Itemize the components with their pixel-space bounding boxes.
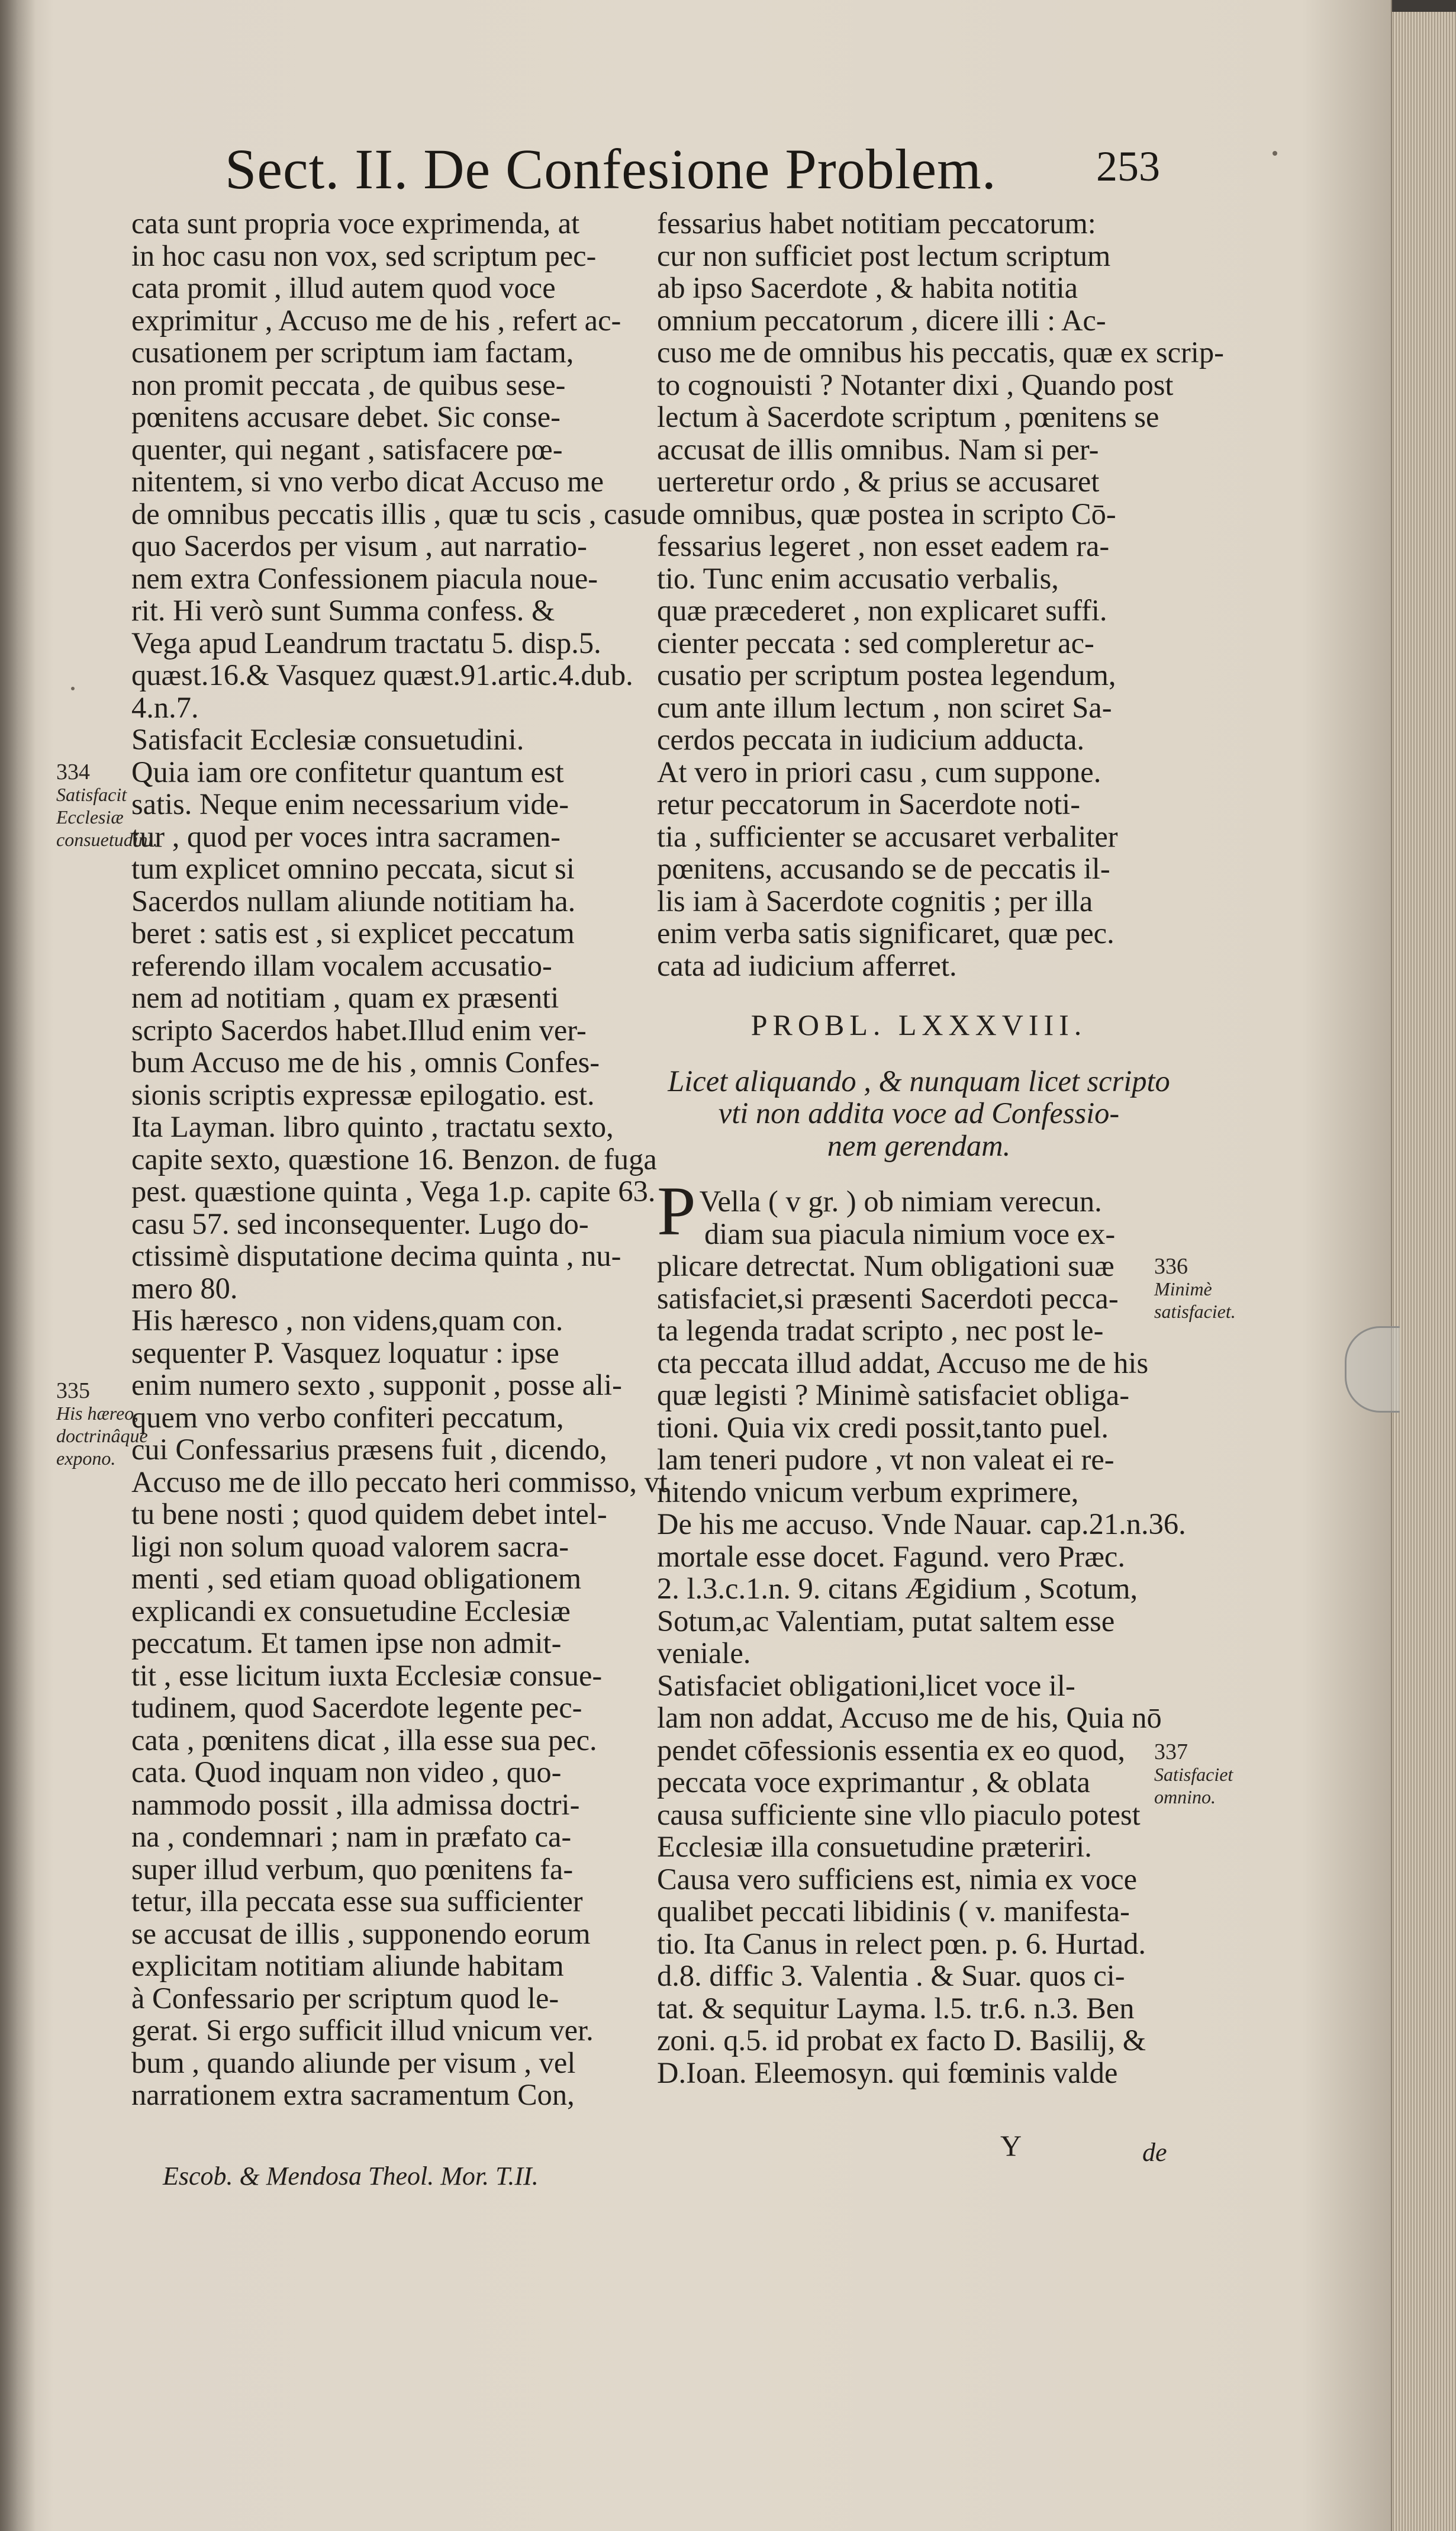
text-line: Causa vero sufficiens est, nimia ex voce bbox=[657, 1862, 1138, 1896]
text-line: retur peccatorum in Sacerdote noti- bbox=[657, 787, 1081, 821]
marginal-text: Satisfacit Ecclesiæ consuetudini. bbox=[56, 784, 158, 850]
text-line: quæ legisti ? Minimè satisfaciet obliga- bbox=[657, 1378, 1130, 1411]
text-line: pest. quæstione quinta , Vega 1.p. capite 63. bbox=[131, 1175, 656, 1208]
problem-heading: PROBL. LXXXVIII. bbox=[750, 1008, 1087, 1041]
marginal-number: 335 bbox=[56, 1378, 90, 1403]
text-line: De his me accuso. Vnde Nauar. cap.21.n.36. bbox=[657, 1507, 1186, 1541]
text-line: Sotum,ac Valentiam, putat saltem esse bbox=[657, 1604, 1115, 1638]
text-line: se accusat de illis , supponendo eorum bbox=[131, 1916, 591, 1950]
catchword: de bbox=[1142, 2138, 1167, 2167]
text-line: His hæresco , non videns,quam con. bbox=[131, 1304, 563, 1337]
text-line: enim verba satis significaret, quæ pec. bbox=[657, 916, 1114, 950]
right-column-upper-text bbox=[657, 207, 1224, 982]
text-line: qualibet peccati libidinis ( v. manifesta- bbox=[657, 1895, 1130, 1928]
text-line: accusat de illis omnibus. Nam si per- bbox=[657, 432, 1099, 466]
paper-speck bbox=[71, 687, 75, 690]
text-line: peccata voce exprimantur , & oblata bbox=[657, 1765, 1090, 1799]
text-line: D.Ioan. Eleemosyn. qui fœminis valde bbox=[657, 2056, 1118, 2089]
text-line: Ecclesiæ illa consuetudine præteriri. bbox=[657, 1830, 1092, 1863]
right-column-lower-text bbox=[657, 1172, 1186, 2089]
left-text-column bbox=[131, 207, 668, 2111]
text-line: referendo illam vocalem accusatio- bbox=[131, 948, 552, 982]
text-line: Ita Layman. libro quinto , tractatu sexto, bbox=[131, 1110, 614, 1143]
text-line: cum ante illum lectum , non sciret Sa- bbox=[657, 690, 1112, 724]
paper-speck bbox=[1273, 151, 1277, 156]
text-line: fessarius habet notitiam peccatorum: bbox=[657, 207, 1096, 240]
marginal-number: 337 bbox=[1154, 1739, 1188, 1764]
text-line: non promit peccata , de quibus sese- bbox=[131, 368, 566, 401]
text-line: tetur, illa peccata esse sua sufficienter bbox=[131, 1884, 583, 1918]
text-line: sequenter P. Vasquez loquatur : ipse bbox=[131, 1336, 559, 1369]
text-line: tat. & sequitur Layma. l.5. tr.6. n.3. Ben bbox=[657, 1991, 1135, 2025]
text-line: quo Sacerdos per visum , aut narratio- bbox=[131, 529, 587, 562]
text-line: cui Confessarius præsens fuit , dicendo, bbox=[131, 1433, 607, 1466]
text-line: veniale. bbox=[657, 1636, 751, 1670]
text-line: pœnitens accusare debet. Sic conse- bbox=[131, 400, 561, 433]
text-line: to cognouisti ? Notanter dixi , Quando post bbox=[657, 368, 1174, 401]
text-line: ligi non solum quoad valorem sacra- bbox=[131, 1529, 569, 1563]
text-line: tum explicet omnino peccata, sicut si bbox=[131, 852, 575, 885]
text-line: cusationem per scriptum iam factam, bbox=[131, 336, 574, 369]
marginal-text: Minimè satisfaciet. bbox=[1154, 1278, 1236, 1322]
text-line: narrationem extra sacramentum Con, bbox=[131, 2078, 575, 2111]
text-line: quenter, qui negant , satisfacere pœ- bbox=[131, 432, 563, 466]
text-line: plicare detrectat. Num obligationi suæ bbox=[657, 1249, 1114, 1282]
running-head-title: Sect. II. De Confesione Problem. bbox=[225, 137, 997, 201]
page-clip bbox=[1345, 1326, 1400, 1413]
text-line: na , condemnari ; nam in præfato ca- bbox=[131, 1820, 572, 1853]
marginal-text: His hæreo, doctrinâque expono. bbox=[56, 1403, 148, 1469]
running-head bbox=[225, 118, 1160, 201]
text-line: de omnibus, quæ postea in scripto Cō- bbox=[657, 497, 1116, 530]
text-line: gerat. Si ergo sufficit illud vnicum ver. bbox=[131, 2014, 594, 2047]
text-line: cata ad iudicium afferret. bbox=[657, 948, 957, 982]
text-line: tioni. Quia vix credi possit,tanto puel. bbox=[657, 1410, 1109, 1444]
marginal-note-334 bbox=[56, 760, 158, 851]
text-line: nitendo vnicum verbum exprimere, bbox=[657, 1475, 1079, 1509]
text-line: quæ præcederet , non explicaret suffi. bbox=[657, 594, 1107, 627]
text-line: bum Accuso me de his , omnis Confes- bbox=[131, 1046, 600, 1079]
text-line: exprimitur , Accuso me de his , refert ac- bbox=[131, 303, 621, 337]
text-line: nitentem, si vno verbo dicat Accuso me bbox=[131, 465, 604, 498]
text-line: explicitam notitiam aliunde habitam bbox=[131, 1949, 564, 1982]
text-line: tit , esse licitum iuxta Ecclesiæ consue- bbox=[131, 1658, 603, 1692]
text-line: d.8. diffic 3. Valentia . & Suar. quos ci- bbox=[657, 1959, 1125, 1992]
text-line: pœnitens, accusando se de peccatis il- bbox=[657, 852, 1110, 885]
text-line: lam non addat, Accuso me de his, Quia nō bbox=[657, 1701, 1162, 1734]
text-line: mortale esse docet. Fagund. vero Præc. bbox=[657, 1539, 1125, 1573]
text-line: pendet cōfessionis essentia ex eo quod, bbox=[657, 1733, 1125, 1767]
text-line: ctissimè disputatione decima quinta , nu- bbox=[131, 1239, 621, 1272]
signature-mark: Y bbox=[1000, 2129, 1022, 2162]
text-line: tio. Tunc enim accusatio verbalis, bbox=[657, 561, 1059, 595]
text-line: Sacerdos nullam aliunde notitiam ha. bbox=[131, 884, 576, 918]
marginal-note-336 bbox=[1154, 1255, 1237, 1323]
page-number: 253 bbox=[1096, 143, 1160, 190]
text-line: lectum à Sacerdote scriptum , pœnitens se bbox=[657, 400, 1159, 433]
text-line: sionis scriptis expressæ epilogatio. est. bbox=[131, 1078, 595, 1111]
gutter-shadow bbox=[0, 0, 36, 2531]
text-line: zoni. q.5. id probat ex facto D. Basilij, & bbox=[657, 2024, 1146, 2057]
text-line: casu 57. sed inconsequenter. Lugo do- bbox=[131, 1207, 589, 1240]
text-line: explicandi ex consuetudine Ecclesiæ bbox=[131, 1594, 571, 1628]
marginal-text: Satisfaciet omnino. bbox=[1154, 1764, 1233, 1808]
text-line: scripto Sacerdos habet.Illud enim ver- bbox=[131, 1013, 587, 1047]
imprint-line: Escob. & Mendosa Theol. Mor. T.II. bbox=[163, 2162, 539, 2191]
text-line-content: Vella ( v gr. ) ob nimiam verecun. bbox=[699, 1185, 1102, 1218]
text-line: quæst.16.& Vasquez quæst.91.artic.4.dub. bbox=[131, 658, 633, 692]
text-line: quem vno verbo confiteri peccatum, bbox=[131, 1400, 564, 1434]
text-line: rit. Hi verò sunt Summa confess. & bbox=[131, 594, 555, 627]
text-line: peccatum. Et tamen ipse non admit- bbox=[131, 1626, 562, 1660]
text-line: tio. Ita Canus in relect pœn. p. 6. Hurtad. bbox=[657, 1927, 1146, 1960]
drop-capital: P bbox=[657, 1172, 696, 1250]
text-line: tur , quod per voces intra sacramen- bbox=[131, 819, 561, 853]
text-line: vti non addita voce ad Confessio- bbox=[718, 1096, 1120, 1130]
text-line: cusatio per scriptum postea legendum, bbox=[657, 658, 1116, 692]
text-line: 2. l.3.c.1.n. 9. citans Ægidium , Scotum, bbox=[657, 1572, 1138, 1605]
text-line: tia , sufficienter se accusaret verbaliter bbox=[657, 819, 1118, 853]
text-line: à Confessario per scriptum quod le- bbox=[131, 1981, 559, 2015]
text-line: diam sua piacula nimium voce ex- bbox=[704, 1217, 1116, 1250]
text-line: nammodo possit , illa admissa doctri- bbox=[131, 1787, 580, 1821]
text-line: cata , pœnitens dicat , illa esse sua pec. bbox=[131, 1723, 597, 1757]
text-line: Vega apud Leandrum tractatu 5. disp.5. bbox=[131, 626, 601, 660]
text-line: tudinem, quod Sacerdote legente pec- bbox=[131, 1691, 582, 1724]
text-line: cata sunt propria voce exprimenda, at bbox=[131, 207, 580, 240]
text-line: 4.n.7. bbox=[131, 690, 199, 724]
text-line: satisfaciet,si præsenti Sacerdoti pecca- bbox=[657, 1281, 1119, 1315]
marginal-number: 334 bbox=[56, 760, 90, 784]
text-line: capite sexto, quæstione 16. Benzon. de fuga bbox=[131, 1142, 657, 1176]
text-line: cerdos peccata in iudicium adducta. bbox=[657, 723, 1085, 756]
text-line: super illud verbum, quo pœnitens fa- bbox=[131, 1852, 574, 1886]
text-line: ta legenda tradat scripto , nec post le- bbox=[657, 1314, 1104, 1347]
text-line: fessarius legeret , non esset eadem ra- bbox=[657, 529, 1110, 562]
text-line: bum , quando aliunde per visum , vel bbox=[131, 2046, 576, 2079]
text-line: uerteretur ordo , & prius se accusaret bbox=[657, 465, 1100, 498]
text-line: Satisfaciet obligationi,licet voce il- bbox=[657, 1668, 1075, 1702]
text-line: At vero in priori casu , cum suppone. bbox=[657, 755, 1101, 789]
text-line: cata. Quod inquam non video , quo- bbox=[131, 1755, 562, 1789]
text-line: cta peccata illud addat, Accuso me de his bbox=[657, 1346, 1149, 1379]
text-line: cata promit , illud autem quod voce bbox=[131, 271, 556, 304]
text-line: lis iam à Sacerdote cognitis ; per illa bbox=[657, 884, 1093, 918]
marginal-note-337 bbox=[1154, 1741, 1237, 1808]
text-line: mero 80. bbox=[131, 1271, 238, 1305]
text-line: omnium peccatorum , dicere illi : Ac- bbox=[657, 303, 1106, 337]
text-line: cuso me de omnibus his peccatis, quæ ex scrip- bbox=[657, 336, 1224, 369]
text-line: Accuso me de illo peccato heri commisso, vt bbox=[131, 1465, 668, 1498]
text-line: cur non sufficiet post lectum scriptum bbox=[657, 239, 1111, 272]
marginal-number: 336 bbox=[1154, 1254, 1188, 1279]
text-line: tu bene nosti ; quod quidem debet intel- bbox=[131, 1497, 607, 1530]
text-line: de omnibus peccatis illis , quæ tu scis , casu bbox=[131, 497, 657, 530]
text-line: menti , sed etiam quoad obligationem bbox=[131, 1562, 582, 1595]
text-line: causa sufficiente sine vllo piaculo potest bbox=[657, 1797, 1141, 1831]
text-line: Licet aliquando , & nunquam licet scripto bbox=[668, 1064, 1170, 1098]
text-line: Satisfacit Ecclesiæ consuetudini. bbox=[131, 723, 524, 756]
text-line: lam teneri pudore , vt non valeat ei re- bbox=[657, 1443, 1114, 1476]
problem-subtitle bbox=[657, 1065, 1181, 1162]
text-line: cienter peccata : sed compleretur ac- bbox=[657, 626, 1094, 660]
text-line: in hoc casu non vox, sed scriptum pec- bbox=[131, 239, 597, 272]
text-line: enim numero sexto , supponit , posse ali- bbox=[131, 1368, 622, 1401]
text-line: ab ipso Sacerdote , & habita notitia bbox=[657, 271, 1078, 304]
text-line: nem ad notitiam , quam ex præsenti bbox=[131, 981, 559, 1014]
text-line: beret : satis est , si explicet peccatum bbox=[131, 916, 575, 950]
marginal-note-335 bbox=[56, 1378, 148, 1469]
text-line: nem extra Confessionem piacula noue- bbox=[131, 561, 598, 595]
text-line: satis. Neque enim necessarium vide- bbox=[131, 787, 569, 821]
text-line: Quia iam ore confitetur quantum est bbox=[131, 755, 564, 789]
text-line: nem gerendam. bbox=[827, 1128, 1011, 1162]
